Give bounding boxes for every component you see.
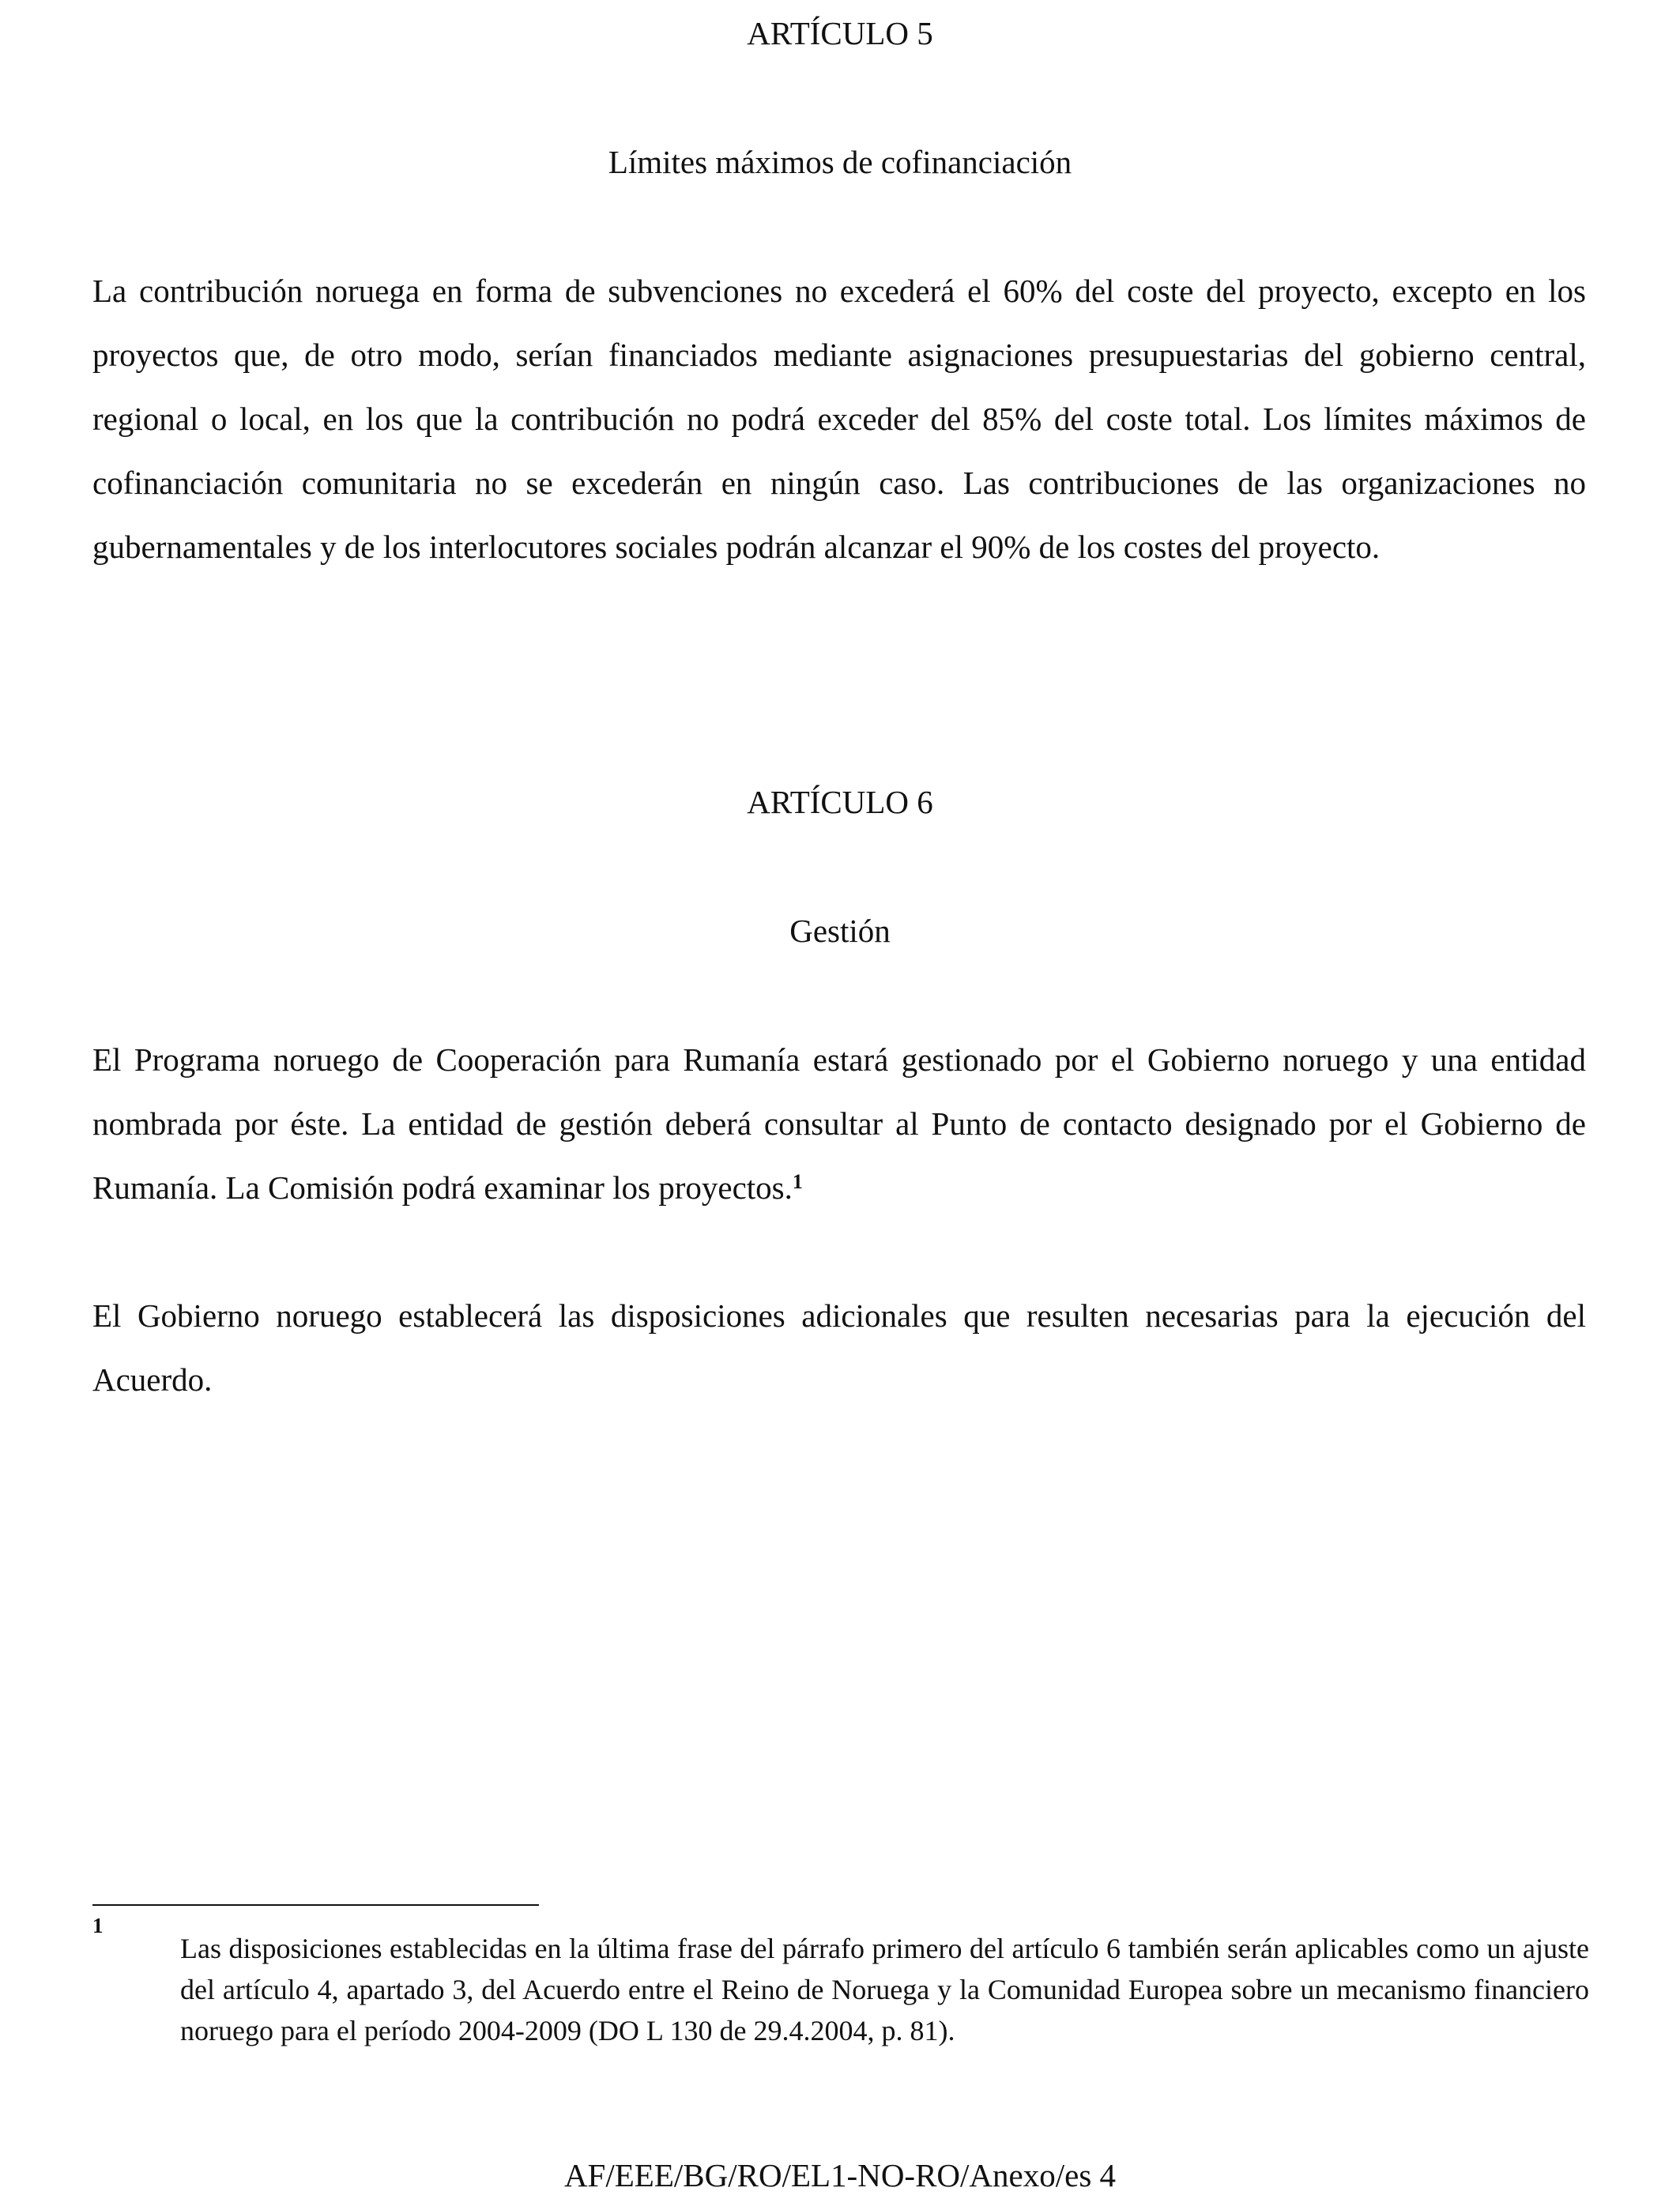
article-6-heading: ARTÍCULO 6	[747, 784, 933, 820]
footnote-text: Las disposiciones establecidas en la última frase del párrafo primero del artículo 6 también serán aplicables como un ajuste del artículo 4, apartado 3, del Acuerdo entre el Reino de Noruega y la Comunidad Europea sobre un mecanismo financiero noruego para el período 2004-2009 (DO L 130 de 29.4.2004, p. 81).	[180, 1933, 1589, 2046]
article-6-paragraph-1	[92, 1028, 1586, 1220]
article-6-subheading: Gestión	[789, 913, 891, 949]
footnote-reference[interactable]: 1	[792, 1170, 803, 1193]
page-footer-reference: AF/EEE/BG/RO/EL1-NO-RO/Anexo/es 4	[563, 2157, 1117, 2193]
article-6-paragraph-2: El Gobierno noruego establecerá las disposiciones adicionales que resulten necesarias para la ejecución del Acuerdo.	[92, 1297, 1586, 1398]
footnote-number: 1	[92, 1914, 104, 1937]
article-6-paragraph-1-text: El Programa noruego de Cooperación para Rumanía estará gestionado por el Gobierno noruego y una entidad nombrada por éste. La entidad de gestión deberá consultar al Punto de contacto designado por el Gobierno de Rumanía. La Comisión podrá examinar los proyectos.	[92, 1041, 1586, 1206]
article-5-subheading: Límites máximos de cofinanciación	[608, 144, 1072, 180]
footnote-separator	[92, 1904, 539, 1906]
article-5-heading: ARTÍCULO 5	[747, 15, 933, 51]
article-5-paragraph: La contribución noruega en forma de subvenciones no excederá el 60% del coste del proyecto, excepto en los proyectos que, de otro modo, serían financiados mediante asignaciones presupuestarias del gobierno central, regional o local, en los que la contribución no podrá exceder del 85% del coste total. Los límites máximos de cofinanciación comunitaria no se excederán en ningún caso. Las contribuciones de las organizaciones no gubernamentales y de los interlocutores sociales podrán alcanzar el 90% de los costes del proyecto.	[92, 273, 1586, 565]
